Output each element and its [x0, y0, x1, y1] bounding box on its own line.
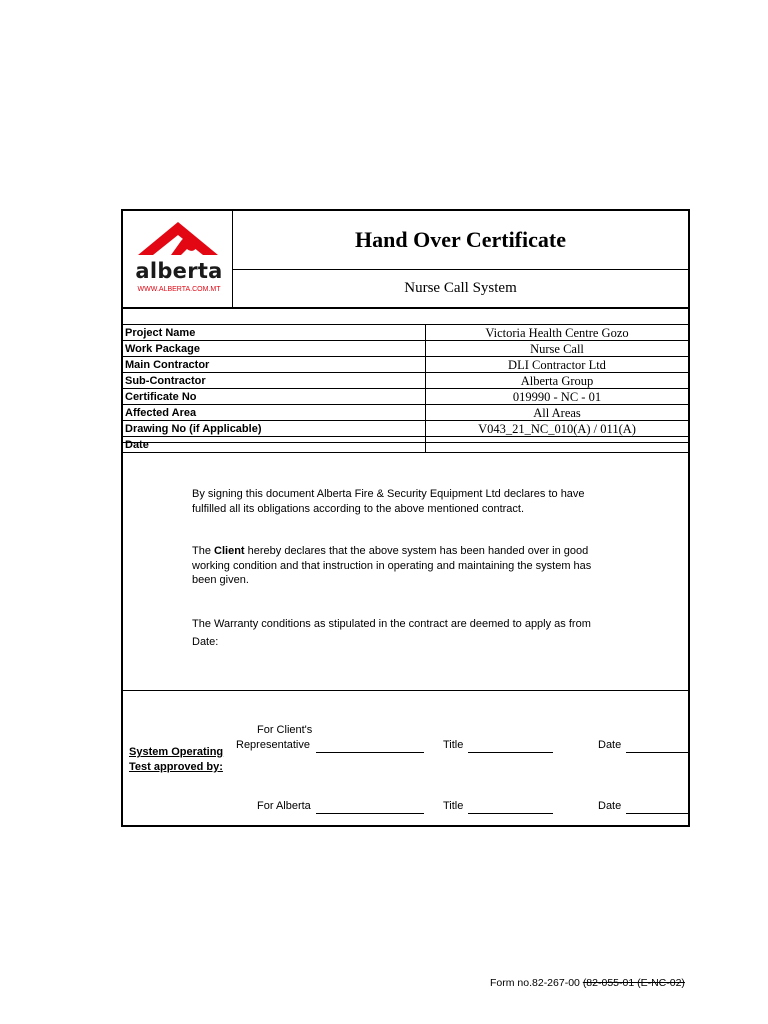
form-number	[490, 977, 685, 989]
alberta-date-label: Date	[598, 800, 622, 812]
document-subtitle: Nurse Call System	[404, 280, 517, 296]
info-value: Victoria Health Centre Gozo	[426, 325, 689, 341]
info-value: V043_21_NC_010(A) / 011(A)	[426, 421, 689, 437]
info-label: Drawing No (if Applicable)	[123, 421, 426, 437]
info-label: Sub-Contractor	[123, 373, 426, 389]
client-date-label: Date	[598, 739, 622, 751]
company-logo	[123, 211, 233, 308]
signoff-section	[123, 691, 688, 825]
client-title-label: Title	[443, 739, 464, 751]
client-signature-line[interactable]	[316, 752, 424, 753]
form-number-superseded: (82-055-01 (E-NC-02)	[582, 977, 685, 989]
client-declaration-bold: Client	[214, 545, 245, 557]
info-label: Certificate No	[123, 389, 426, 405]
info-label: Affected Area	[123, 405, 426, 421]
title-cell	[233, 211, 688, 270]
certificate-frame	[121, 209, 690, 827]
info-label: Main Contractor	[123, 357, 426, 373]
alberta-signature-line[interactable]	[316, 813, 424, 814]
info-row-drawing-no	[123, 421, 688, 437]
client-declaration-text: hereby declares that the above system has been handed over in good working condition and that instruction in operating and maintaining the system has been given.	[192, 545, 592, 586]
warranty-date-label: Date:	[192, 636, 219, 648]
info-row-work-package	[123, 341, 688, 357]
info-value: All Areas	[426, 405, 689, 421]
alberta-title-label: Title	[443, 800, 464, 812]
declaration-section	[123, 442, 688, 691]
client-rep-label-line2: Representative	[236, 739, 310, 751]
info-label: Work Package	[123, 341, 426, 357]
info-row-affected-area	[123, 405, 688, 421]
project-info-table	[123, 324, 688, 453]
approval-label-line2: Test approved by:	[129, 761, 223, 773]
declaration-paragraph: By signing this document Alberta Fire & Security Equipment Ltd declares to have fulfilled all its obligations according to the above mentioned contract.	[192, 488, 585, 515]
subtitle-cell	[233, 269, 688, 308]
info-value: 019990 - NC - 01	[426, 389, 689, 405]
alberta-label: For Alberta	[257, 800, 311, 812]
info-row-sub-contractor	[123, 373, 688, 389]
info-row-project-name	[123, 325, 688, 341]
client-rep-label-line1: For Client's	[257, 724, 313, 736]
info-value: DLI Contractor Ltd	[426, 357, 689, 373]
client-declaration-paragraph	[192, 544, 612, 588]
info-label: Date	[123, 437, 426, 453]
logo-wordmark: alberta	[135, 259, 223, 283]
info-value: Alberta Group	[426, 373, 689, 389]
client-date-line[interactable]	[626, 752, 690, 753]
client-declaration-prefix: The	[192, 545, 215, 557]
document-title: Hand Over Certificate	[355, 227, 566, 252]
header-divider	[123, 307, 688, 309]
approval-label-line1: System Operating	[129, 746, 224, 758]
form-number-current: Form no.82-267-00	[490, 977, 583, 989]
alberta-logo-icon	[137, 219, 219, 261]
logo-url: WWW.ALBERTA.COM.MT	[137, 286, 221, 293]
info-label: Project Name	[123, 325, 426, 341]
warranty-paragraph: The Warranty conditions as stipulated in the contract are deemed to apply as from	[192, 618, 591, 630]
alberta-date-line[interactable]	[626, 813, 690, 814]
info-row-main-contractor	[123, 357, 688, 373]
alberta-title-line[interactable]	[468, 813, 553, 814]
info-value: Nurse Call	[426, 341, 689, 357]
info-row-certificate-no	[123, 389, 688, 405]
client-title-line[interactable]	[468, 752, 553, 753]
